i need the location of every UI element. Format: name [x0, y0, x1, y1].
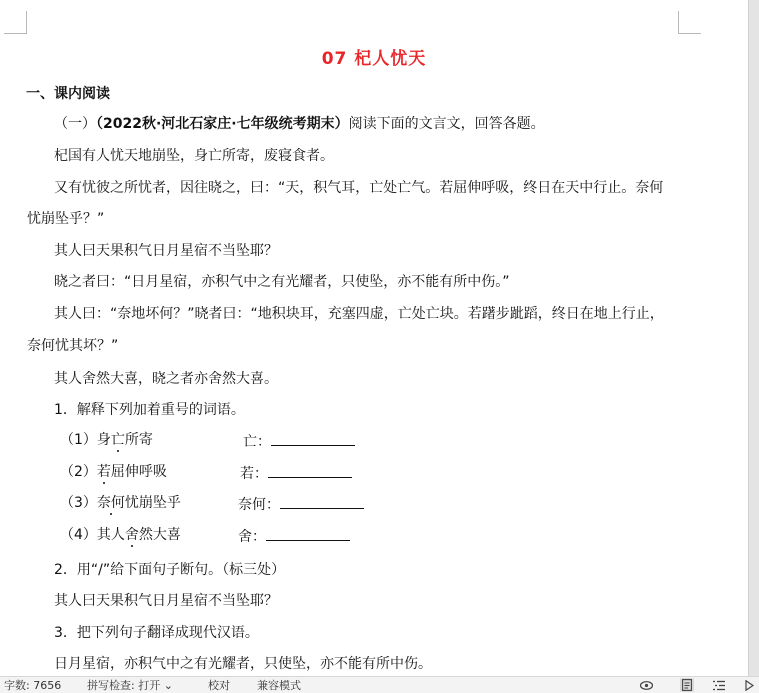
- answer-blank[interactable]: [268, 463, 352, 478]
- question-3: 3．把下列句子翻译成现代汉语。: [54, 625, 259, 641]
- q1-answer-label: 奈何：: [238, 497, 280, 513]
- paragraph-6: 其人舍然大喜，晓之者亦舍然大喜。: [54, 371, 278, 387]
- answer-blank[interactable]: [280, 494, 364, 509]
- q1-answer-4: [238, 526, 350, 546]
- answer-blank[interactable]: [266, 526, 350, 541]
- paragraph-5b: 奈何忧其坏？”: [27, 338, 119, 354]
- q1-answer-label: 若：: [240, 466, 268, 482]
- compat-mode-label: 兼容模式: [257, 679, 301, 692]
- word-count[interactable]: 字数: 7656: [4, 679, 62, 692]
- q1-item-keyword: 若: [96, 464, 111, 480]
- margin-corner-top-left: [4, 11, 27, 34]
- paragraph-5a: 其人曰：“奈地坏何？”晓者曰：“地积块耳，充塞四虚，亡处亡块。若躇步跐蹈，终日在地上行止，: [54, 306, 664, 322]
- document-title: 07 杞人忧天: [321, 49, 427, 69]
- q1-item-4: [60, 526, 181, 544]
- q1-item-text: 所寄: [124, 432, 153, 448]
- intro-prefix: （一）: [54, 116, 96, 132]
- q1-item-text: 然大喜: [138, 527, 181, 543]
- question-2-sentence: 其人曰天果积气日月星宿不当坠耶？: [54, 593, 278, 609]
- q1-item-num: （4）: [60, 527, 97, 543]
- q1-answer-3: [238, 494, 364, 514]
- margin-corner-top-right: [678, 11, 701, 34]
- q1-item-3: [60, 494, 181, 512]
- q1-item-num: （3）: [60, 495, 97, 511]
- q1-item-keyword: 亡: [110, 432, 125, 448]
- vertical-scrollbar[interactable]: [748, 0, 759, 676]
- play-icon[interactable]: [742, 678, 756, 692]
- q1-answer-2: [240, 463, 352, 483]
- section-heading: 一、课内阅读: [26, 86, 110, 102]
- eye-icon[interactable]: [639, 678, 653, 692]
- page-view-icon[interactable]: [680, 678, 694, 692]
- status-bar: [0, 676, 759, 693]
- q1-item-text: 忧崩坠乎: [124, 495, 181, 511]
- q1-answer-label: 舍：: [238, 529, 266, 545]
- q1-item-2: [60, 463, 167, 481]
- q1-item-keyword: 奈何: [96, 495, 125, 511]
- q1-item-text: 身: [96, 432, 111, 448]
- intro-text: 阅读下面的文言文，回答各题。: [348, 116, 545, 132]
- q1-item-num: （1）: [60, 432, 97, 448]
- paragraph-3: 其人曰天果积气日月星宿不当坠耶？: [54, 243, 278, 259]
- q1-item-num: （2）: [60, 464, 97, 480]
- question-1: 1．解释下列加着重号的词语。: [54, 402, 245, 418]
- q1-answer-label: 亡：: [243, 434, 271, 450]
- q1-item-1: [60, 431, 153, 449]
- spell-check-label: 拼写检查: 打开: [87, 679, 161, 692]
- question-3-sentence: 日月星宿，亦积气中之有光耀者，只使坠，亦不能有所中伤。: [54, 656, 432, 672]
- answer-blank[interactable]: [271, 431, 355, 446]
- paragraph-2b: 忧崩坠乎？”: [27, 211, 105, 227]
- intro-source: （2022秋·河北石家庄·七年级统考期末）: [96, 116, 349, 132]
- paragraph-1: 杞国有人忧天地崩坠，身亡所寄，废寝食者。: [54, 148, 334, 164]
- spell-check-toggle[interactable]: [87, 678, 173, 693]
- outline-view-icon[interactable]: [712, 678, 726, 692]
- question-2: 2．用“/”给下面句子断句。（标三处）: [54, 562, 286, 578]
- q1-answer-1: [243, 431, 355, 451]
- q1-item-text: 其人: [96, 527, 125, 543]
- chevron-down-icon: ⌄: [163, 679, 173, 692]
- q1-item-text: 屈伸呼吸: [110, 464, 167, 480]
- proofread-button[interactable]: 校对: [208, 679, 230, 692]
- intro-line: [54, 115, 545, 133]
- q1-item-keyword: 舍: [124, 527, 139, 543]
- paragraph-4: 晓之者曰：“日月星宿，亦积气中之有光耀者，只使坠，亦不能有所中伤。”: [54, 274, 510, 290]
- paragraph-2a: 又有忧彼之所忧者，因往晓之，曰：“天，积气耳，亡处亡气。若屈伸呼吸，终日在天中行止。奈何: [54, 180, 664, 196]
